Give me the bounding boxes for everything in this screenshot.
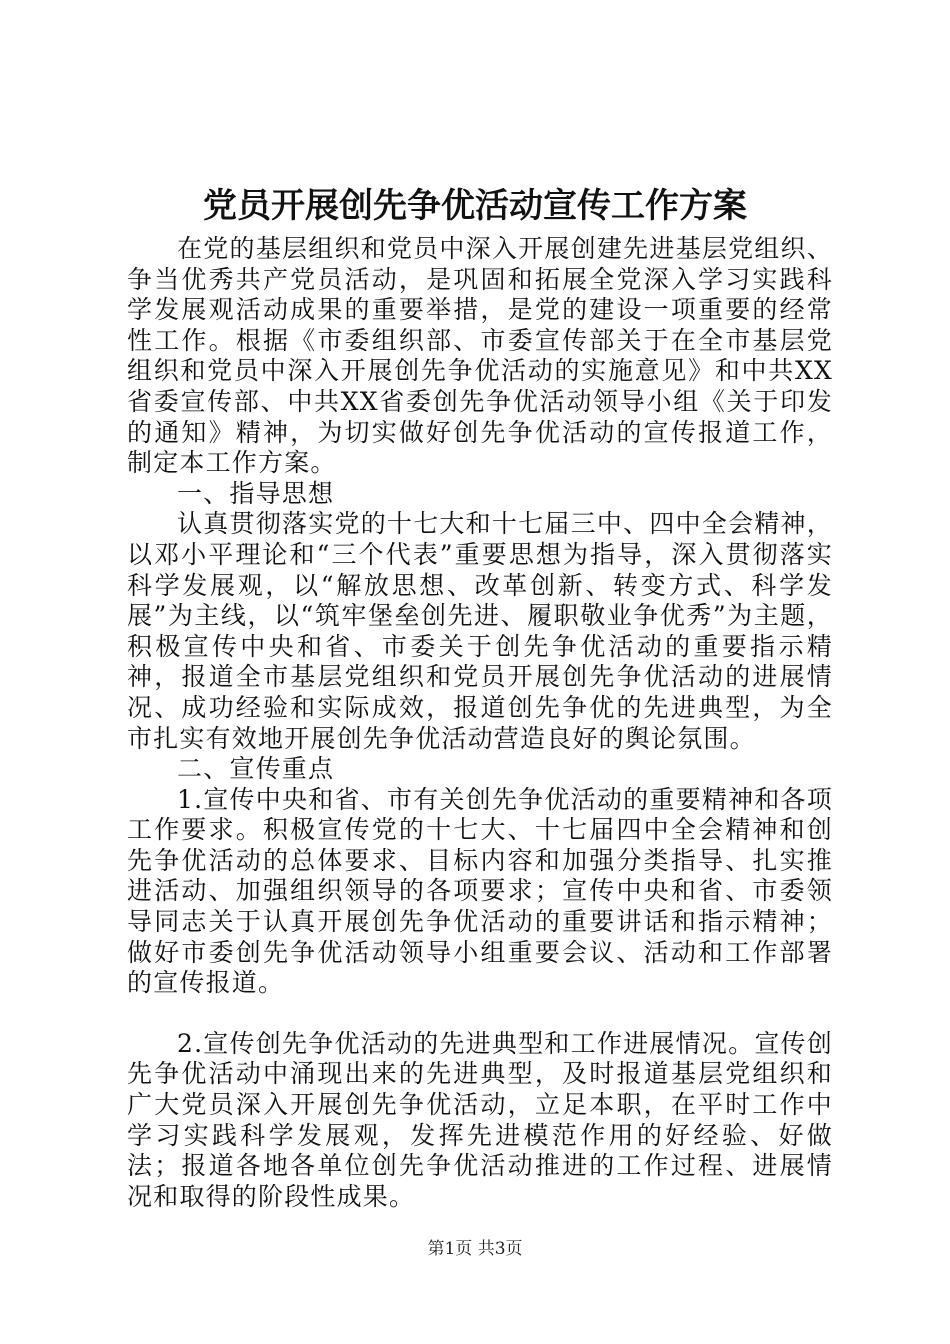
publicity-item-2: 2.宣传创先争优活动的先进典型和工作进展情况。宣传创先争优活动中涌现出来的先进典型，及时报道基层党组织和广大党员深入开展创先争优活动，立足本职，在平时工作中学习实践科学发展观，发挥先进模范作用的好经验、好做法；报道各地各单位创先争优活动推进的工作过程、进展情况和取得的阶段性成果。	[127, 1028, 833, 1211]
section-heading-guiding-thought: 一、指导思想	[177, 478, 335, 508]
publicity-item-1: 1.宣传中央和省、市有关创先争优活动的重要精神和各项工作要求。积极宣传党的十七大、十七届四中全会精神和创先争优活动的总体要求、目标内容和加强分类指导、扎实推进活动、加强组织领导的各项要求；宣传中央和省、市委领导同志关于认真开展创先争优活动的重要讲话和指示精神；做好市委创先争优活动领导小组重要会议、活动和工作部署的宣传报道。	[127, 784, 833, 998]
guiding-thought-paragraph: 认真贯彻落实党的十七大和十七届三中、四中全会精神，以邓小平理论和“三个代表”重要思想为指导，深入贯彻落实科学发展观，以“解放思想、改革创新、转变方式、科学发展”为主线，以“筑牢堡垒创先进、履职敬业争优秀”为主题，积极宣传中央和省、市委关于创先争优活动的重要指示精神，报道全市基层党组织和党员开展创先争优活动的进展情况、成功经验和实际成效，报道创先争优的先进典型，为全市扎实有效地开展创先争优活动营造良好的舆论氛围。	[127, 509, 833, 753]
section-heading-publicity-focus: 二、宣传重点	[177, 754, 335, 784]
intro-paragraph: 在党的基层组织和党员中深入开展创建先进基层党组织、争当优秀共产党员活动，是巩固和拓展全党深入学习实践科学发展观活动成果的重要举措，是党的建设一项重要的经常性工作。根据《市委组织部、市委宣传部关于在全市基层党组织和党员中深入开展创先争优活动的实施意见》和中共XX省委宣传部、中共XX省委创先争优活动领导小组《关于印发的通知》精神，为切实做好创先争优活动的宣传报道工作，制定本工作方案。	[127, 234, 833, 478]
document-title: 党员开展创先争优活动宣传工作方案	[203, 186, 747, 226]
page-indicator: 第1页 共3页	[427, 1239, 523, 1259]
document-body	[127, 234, 833, 1212]
